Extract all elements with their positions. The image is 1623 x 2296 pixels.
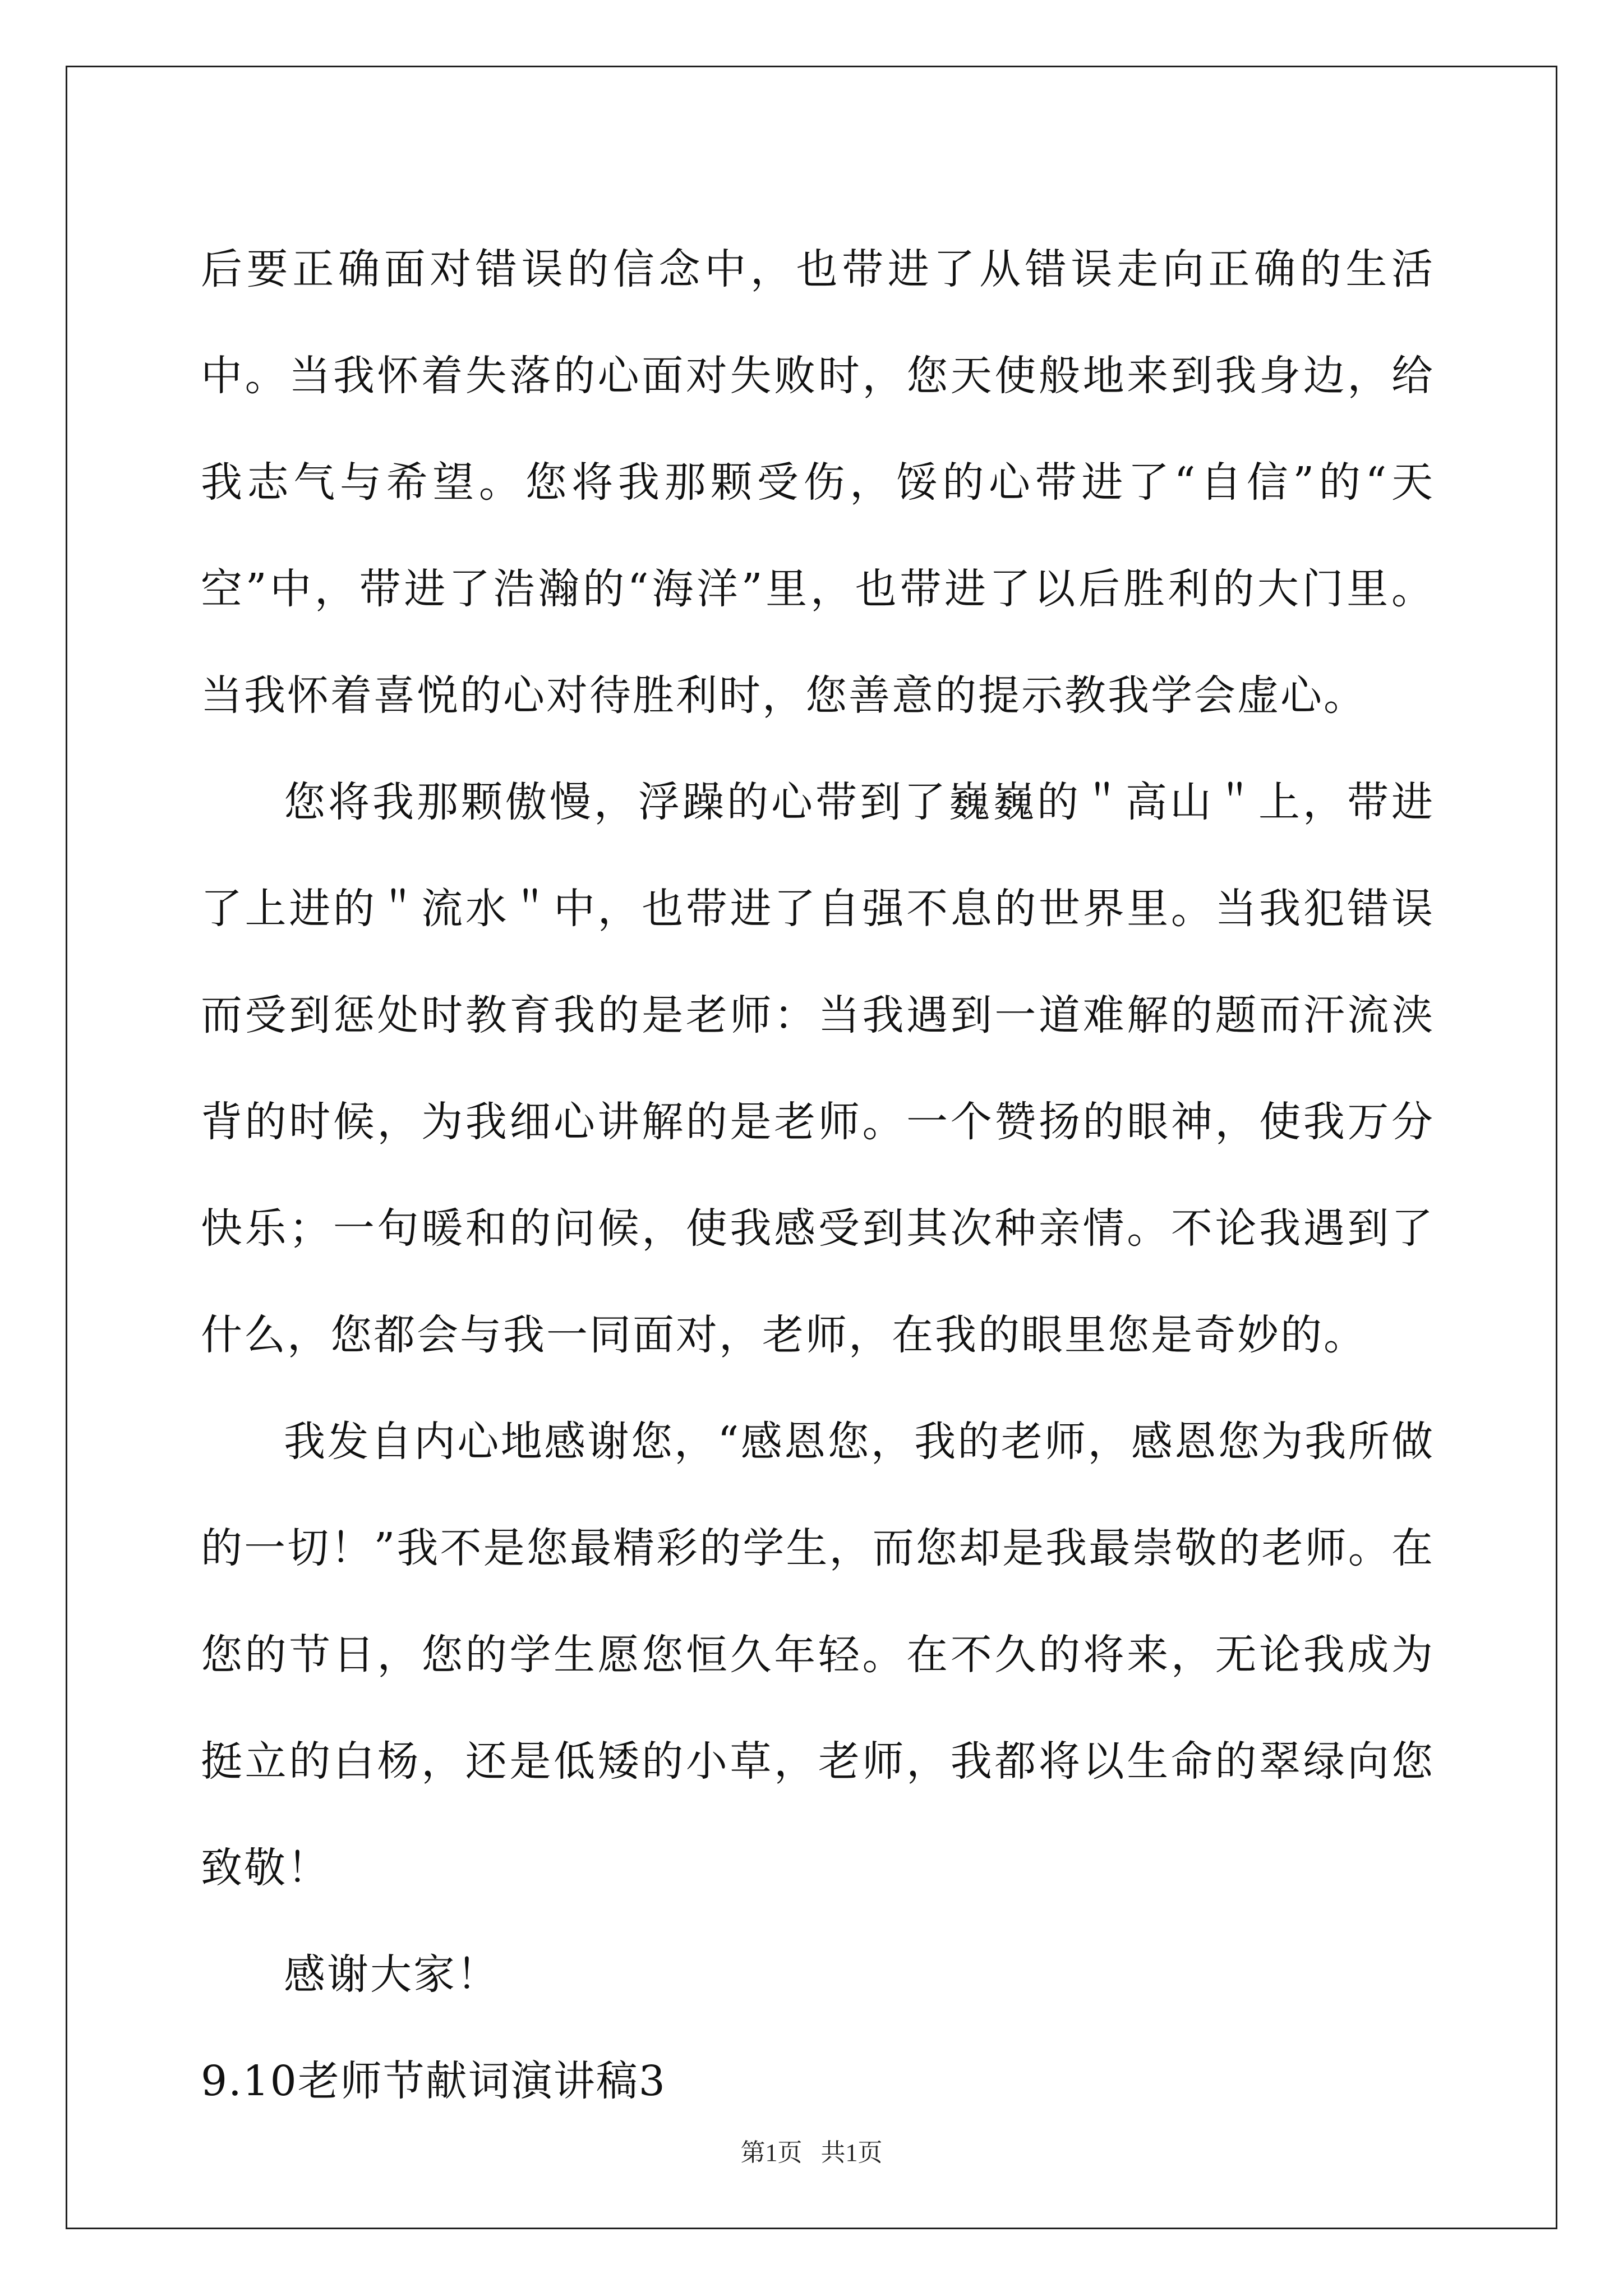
paragraph-4: 感谢大家！ (284, 1950, 500, 1999)
section-heading: 9.10老师节献词演讲稿3 (201, 2057, 666, 2105)
document-body (201, 216, 1435, 2134)
paragraph-3: 我发自内心地感谢您，“感恩您，我的老师，感恩您为我所做的一切！”我不是您最精彩的学生，而您却是我最崇敬的老师。在您的节日，您的学生愿您恒久年轻。在不久的将来，无论我成为挺立的白杨，还是低矮的小草，老师，我都将以生命的翠绿向您致敬！ (201, 1418, 1435, 1892)
paragraph-2: 您将我那颗傲慢，浮躁的心带到了巍巍的＂高山＂上，带进了上进的＂流水＂中，也带进了自强不息的世界里。当我犯错误而受到惩处时教育我的是老师：当我遇到一道难解的题而汗流浃背的时候，为我细心讲解的是老师。一个赞扬的眼神，使我万分快乐；一句暖和的问候，使我感受到其次种亲情。不论我遇到了什么，您都会与我一同面对，老师，在我的眼里您是奇妙的。 (201, 778, 1435, 1359)
page-number-footer: 第1页 共1页 (740, 2139, 883, 2166)
paragraph-1: 后要正确面对错误的信念中，也带进了从错误走向正确的生活中。当我怀着失落的心面对失败时，您天使般地来到我身边，给我志气与希望。您将我那颗受伤，馁的心带进了“自信”的“天空”中，带进了浩瀚的“海洋”里，也带进了以后胜利的大门里。当我怀着喜悦的心对待胜利时，您善意的提示教我学会虚心。 (201, 245, 1435, 720)
